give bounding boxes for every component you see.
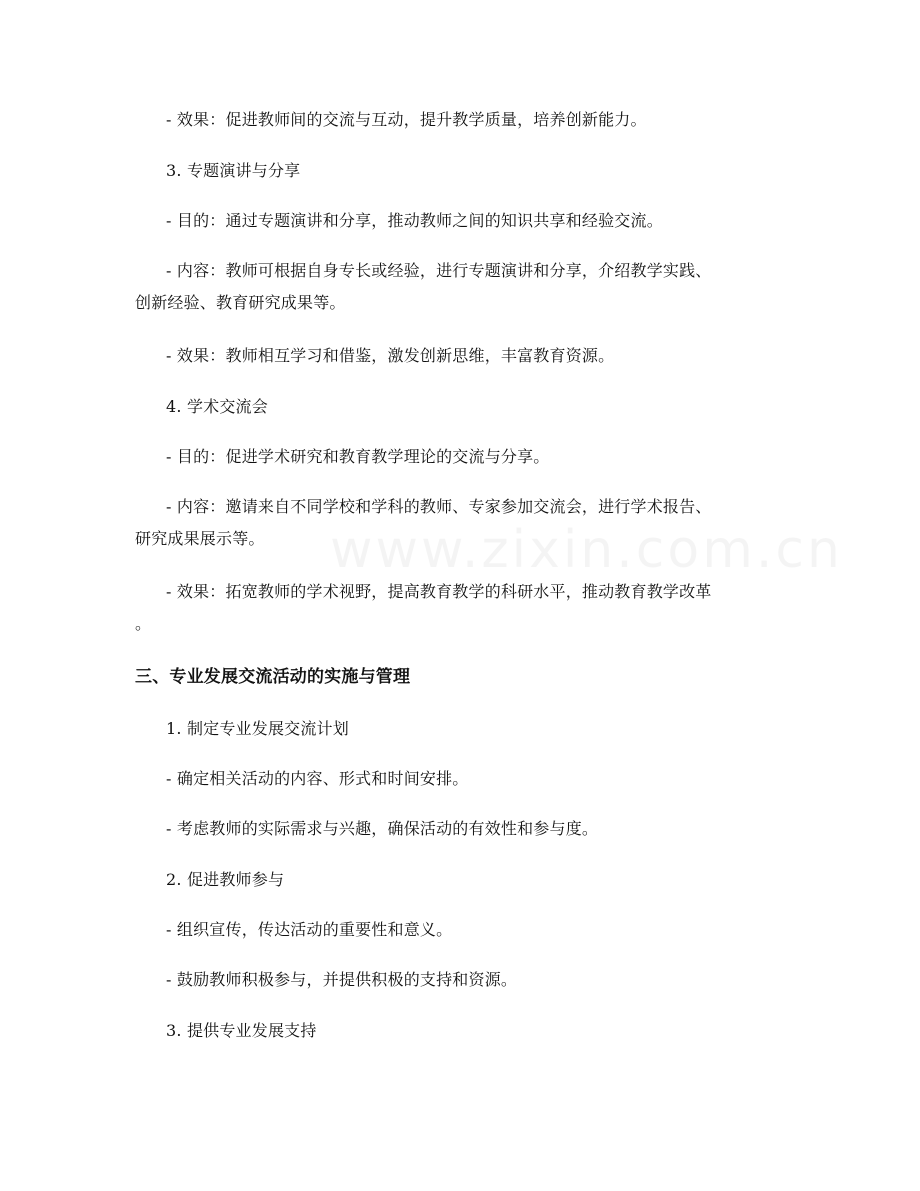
paragraph-effect-3: - 效果：拓宽教师的学术视野，提高教育教学的科研水平，推动教育教学改革 [166,582,712,601]
paragraph-purpose-3: - 目的：促进学术研究和教育教学理论的交流与分享。 [166,447,550,466]
subheading-support: 3. 提供专业发展支持 [166,1021,317,1040]
paragraph-content-2: - 内容：教师可根据自身专长或经验，进行专题演讲和分享，介绍教学实践、 [166,261,712,280]
paragraph-effect-2: - 效果：教师相互学习和借鉴，激发创新思维，丰富教育资源。 [166,346,615,365]
paragraph-effect-3-continued: 。 [135,614,152,633]
paragraph-participation-2: - 鼓励教师积极参与，并提供积极的支持和资源。 [166,970,518,989]
subheading-participation: 2. 促进教师参与 [166,870,285,889]
subheading-plan: 1. 制定专业发展交流计划 [166,719,349,738]
section-heading-3: 三、专业发展交流活动的实施与管理 [135,667,411,687]
paragraph-content-3-continued: 研究成果展示等。 [135,529,265,548]
paragraph-content-3: - 内容：邀请来自不同学校和学科的教师、专家参加交流会，进行学术报告、 [166,497,712,516]
paragraph-participation-1: - 组织宣传，传达活动的重要性和意义。 [166,920,453,939]
watermark [330,520,843,580]
paragraph-purpose-2: - 目的：通过专题演讲和分享，推动教师之间的知识共享和经验交流。 [166,211,663,230]
paragraph-content-2-continued: 创新经验、教育研究成果等。 [135,293,346,312]
paragraph-plan-1: - 确定相关活动的内容、形式和时间安排。 [166,769,469,788]
subheading-topic-talks: 3. 专题演讲与分享 [166,161,301,180]
paragraph-plan-2: - 考虑教师的实际需求与兴趣，确保活动的有效性和参与度。 [166,819,599,838]
paragraph-effect-1: - 效果：促进教师间的交流与互动，提升教学质量，培养创新能力。 [166,110,647,129]
subheading-academic-exchange: 4. 学术交流会 [166,397,268,416]
